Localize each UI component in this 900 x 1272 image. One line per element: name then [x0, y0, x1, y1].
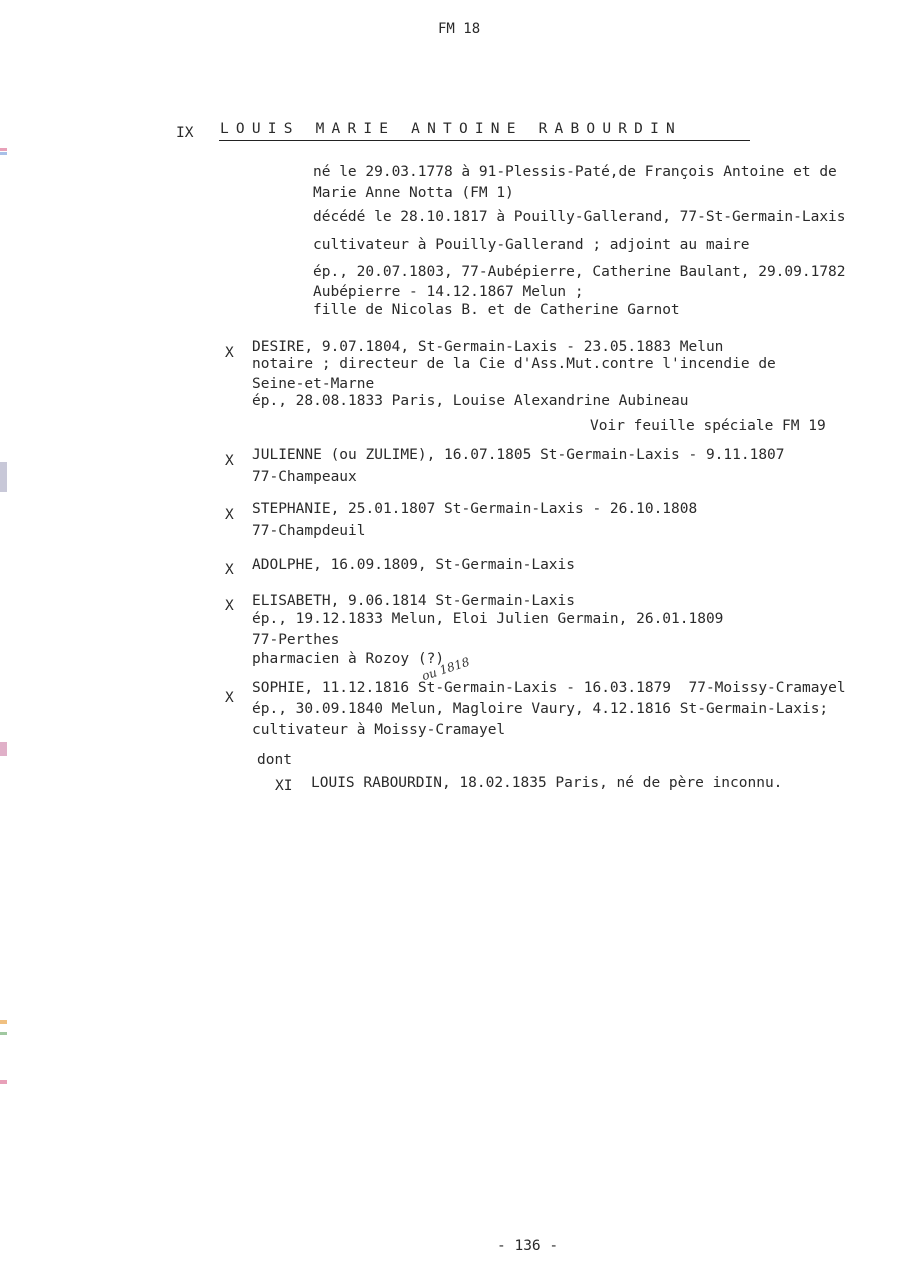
- child-line: pharmacien à Rozoy (?): [252, 651, 445, 667]
- child-line: ép., 19.12.1833 Melun, Eloi Julien Germain, 26.01.1809: [252, 611, 724, 627]
- child-marker: X: [225, 598, 234, 614]
- title-generation: IX: [176, 125, 194, 141]
- scan-margin-artifacts: [0, 0, 8, 1272]
- page-number: - 136 -: [497, 1238, 559, 1254]
- entry-line: Marie Anne Notta (FM 1): [313, 185, 514, 201]
- child-line: 77-Champeaux: [252, 469, 357, 485]
- entry-line: né le 29.03.1778 à 91-Plessis-Paté,de François Antoine et de: [313, 164, 837, 180]
- child-line: notaire ; directeur de la Cie d'Ass.Mut.contre l'incendie de: [252, 356, 776, 372]
- child-line: ép., 28.08.1833 Paris, Louise Alexandrine Aubineau: [252, 393, 689, 409]
- entry-line: décédé le 28.10.1817 à Pouilly-Gallerand, 77-St-Germain-Laxis: [313, 209, 846, 225]
- child-marker: X: [225, 453, 234, 469]
- grandchild-generation: XI: [275, 778, 293, 794]
- entry-line: Aubépierre - 14.12.1867 Melun ;: [313, 284, 584, 300]
- child-line: cultivateur à Moissy-Cramayel: [252, 722, 506, 738]
- child-line: JULIENNE (ou ZULIME), 16.07.1805 St-Germain-Laxis - 9.11.1807: [252, 447, 785, 463]
- entry-line: ép., 20.07.1803, 77-Aubépierre, Catherine Baulant, 29.09.1782: [313, 264, 846, 280]
- child-marker: X: [225, 345, 234, 361]
- child-line: DESIRE, 9.07.1804, St-Germain-Laxis - 23.05.1883 Melun: [252, 339, 724, 355]
- child-line: 77-Perthes: [252, 632, 340, 648]
- child-line: ADOLPHE, 16.09.1809, St-Germain-Laxis: [252, 557, 576, 573]
- child-line: SOPHIE, 11.12.1816 St-Germain-Laxis - 16.03.1879 77-Moissy-Cramayel: [252, 680, 846, 696]
- reference-note: Voir feuille spéciale FM 19: [590, 418, 826, 434]
- grandchild-line: LOUIS RABOURDIN, 18.02.1835 Paris, né de père inconnu.: [311, 775, 783, 791]
- child-line: ép., 30.09.1840 Melun, Magloire Vaury, 4.12.1816 St-Germain-Laxis;: [252, 701, 829, 717]
- handwritten-annotation: ou 1818: [420, 654, 472, 684]
- child-marker: X: [225, 507, 234, 523]
- child-line: 77-Champdeuil: [252, 523, 366, 539]
- child-marker: X: [225, 690, 234, 706]
- title-underline: [219, 140, 750, 141]
- entry-line: fille de Nicolas B. et de Catherine Garnot: [313, 302, 680, 318]
- child-line: ELISABETH, 9.06.1814 St-Germain-Laxis: [252, 593, 576, 609]
- title-name: LOUIS MARIE ANTOINE RABOURDIN: [220, 121, 682, 137]
- dont-label: dont: [257, 752, 292, 768]
- child-line: Seine-et-Marne: [252, 376, 375, 392]
- header-code: FM 18: [438, 21, 481, 37]
- child-marker: X: [225, 562, 234, 578]
- entry-line: cultivateur à Pouilly-Gallerand ; adjoint au maire: [313, 237, 750, 253]
- child-line: STEPHANIE, 25.01.1807 St-Germain-Laxis - 26.10.1808: [252, 501, 698, 517]
